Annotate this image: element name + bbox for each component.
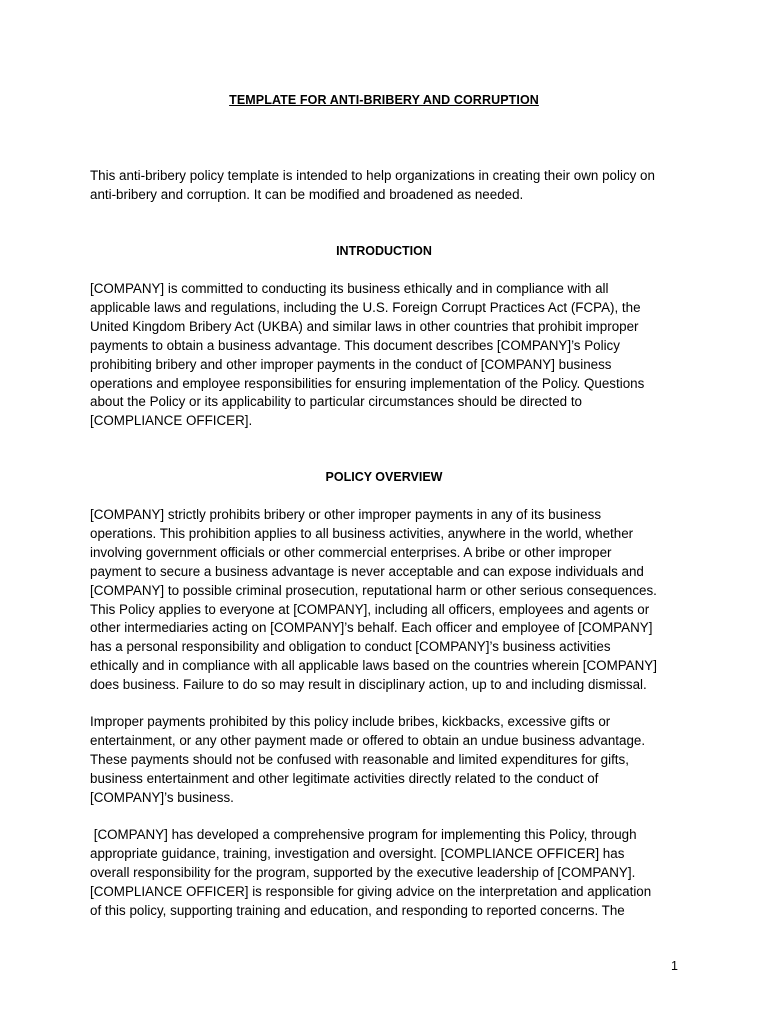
text-line: anti-bribery and corruption. It can be modified and broadened as needed.: [90, 186, 524, 202]
text-line: This anti-bribery policy template is intended to help organizations in creating their own policy on: [90, 168, 655, 183]
text-line: prohibiting bribery and other improper payments in the conduct of [COMPANY] business: [90, 356, 612, 372]
text-line: does business. Failure to do so may result in disciplinary action, up to and including dismissal.: [90, 677, 647, 693]
text-line: overall responsibility for the program, supported by the executive leadership of [COMPANY].: [90, 864, 636, 880]
intro-paragraph: [90, 167, 690, 205]
text-line: of this policy, supporting training and education, and responding to reported concerns. The: [90, 902, 625, 918]
text-line: [COMPANY] strictly prohibits bribery or other improper payments in any of its business: [90, 507, 602, 522]
text-line: United Kingdom Bribery Act (UKBA) and similar laws in other countries that prohibit improper: [90, 318, 639, 334]
text-line: [COMPLIANCE OFFICER].: [90, 413, 253, 429]
text-line: These payments should not be confused with reasonable and limited expenditures for gifts,: [90, 751, 629, 767]
text-line: [COMPANY] is committed to conducting its business ethically and in compliance with all: [90, 281, 609, 296]
introduction-paragraph: [90, 280, 690, 431]
text-line: about the Policy or its applicability to particular circumstances should be directed to: [90, 394, 582, 410]
text-line: business entertainment and other legitimate activities directly related to the conduct of: [90, 770, 599, 786]
text-line: ethically and in compliance with all applicable laws based on the countries wherein [COMPANY]: [90, 658, 657, 674]
text-line: operations. This prohibition applies to all business activities, anywhere in the world, whether: [90, 525, 634, 541]
text-line: This Policy applies to everyone at [COMPANY], including all officers, employees and agents or: [90, 601, 650, 617]
text-line: involving government officials or other commercial enterprises. A bribe or other improper: [90, 544, 612, 560]
section-heading-introduction: INTRODUCTION: [336, 244, 432, 258]
text-line: payments to obtain a business advantage. This document describes [COMPANY]’s Policy: [90, 337, 620, 353]
text-line: operations and employee responsibilities for ensuring implementation of the Policy. Questions: [90, 375, 645, 391]
text-line: entertainment, or any other payment made or offered to obtain an undue business advantage.: [90, 732, 646, 748]
text-line: applicable laws and regulations, including the U.S. Foreign Corrupt Practices Act (FCPA), the: [90, 299, 641, 315]
text-line: appropriate guidance, training, investigation and oversight. [COMPLIANCE OFFICER] has: [90, 845, 625, 861]
document-title: TEMPLATE FOR ANTI-BRIBERY AND CORRUPTION: [229, 93, 539, 107]
text-line: [COMPLIANCE OFFICER] is responsible for giving advice on the interpretation and application: [90, 883, 652, 899]
text-line: Improper payments prohibited by this policy include bribes, kickbacks, excessive gifts or: [90, 714, 611, 729]
policy-overview-paragraph-1: [90, 506, 690, 695]
text-line: [COMPANY] to possible criminal prosecution, reputational harm or other serious consequences.: [90, 582, 657, 598]
text-line: has a personal responsibility and obligation to conduct [COMPANY]’s business activities: [90, 639, 611, 655]
page-number: 1: [671, 959, 678, 973]
policy-overview-paragraph-3: [90, 826, 690, 921]
section-heading-policy-overview: POLICY OVERVIEW: [325, 470, 443, 484]
text-line: other intermediaries acting on [COMPANY]’s behalf. Each officer and employee of [COMPANY]: [90, 620, 653, 636]
text-line: payment to secure a business advantage is never acceptable and can expose individuals and: [90, 563, 644, 579]
policy-overview-paragraph-2: [90, 713, 690, 808]
text-line: [COMPANY] has developed a comprehensive program for implementing this Policy, through: [90, 827, 637, 842]
text-line: [COMPANY]’s business.: [90, 789, 234, 805]
